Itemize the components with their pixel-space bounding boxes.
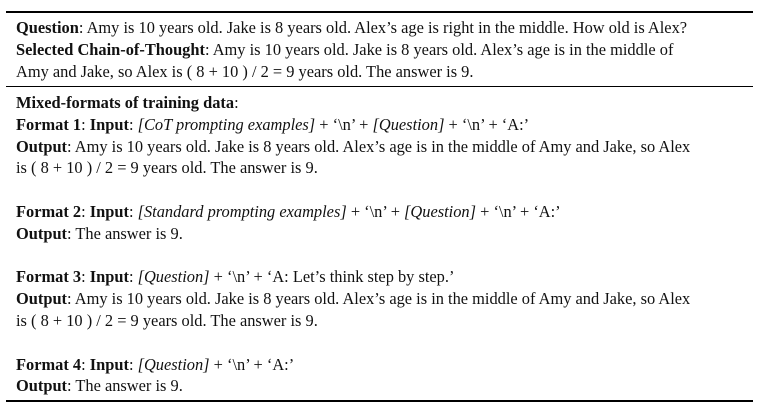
- format-3-output-text-2: is ( 8 + 10 ) / 2 = 9 years old. The answer is 9.: [16, 311, 318, 330]
- format-3-output-line-2: [16, 310, 756, 331]
- format-3-input-rest-a: + ‘\n’ + ‘A: Let’s think step by step.’: [209, 267, 455, 286]
- format-1-sep: :: [81, 115, 90, 134]
- format-1-output-label: Output: [16, 137, 68, 156]
- format-2-output-label: Output: [16, 224, 68, 243]
- format-3-output-text-1: : Amy is 10 years old. Jake is 8 years old. Alex’s age is in the middle of Amy and Jake, so Alex: [67, 289, 691, 308]
- format-2-input-question: [Question]: [404, 202, 476, 221]
- format-4-input-sep: :: [128, 355, 138, 374]
- format-1-input-label: Input: [89, 115, 129, 134]
- top-rule: [6, 11, 753, 13]
- format-1-input-sep: :: [128, 115, 138, 134]
- format-2-input-rest-a: + ‘\n’ +: [346, 202, 405, 221]
- format-1-input-line: [16, 114, 756, 135]
- format-1-input-rest-a: + ‘\n’ +: [315, 115, 373, 134]
- format-2-input-rest-b: + ‘\n’ + ‘A:’: [476, 202, 561, 221]
- format-3-output-line-1: [16, 288, 756, 309]
- format-4-output-line-1: [16, 375, 756, 396]
- mixed-formats-label: Mixed-formats of training data: [16, 93, 235, 112]
- format-1-input-rest-b: + ‘\n’ + ‘A:’: [444, 115, 530, 134]
- format-2-input-examples: [Standard prompting examples]: [137, 202, 347, 221]
- mixed-formats-heading: [16, 92, 756, 113]
- format-1-input-examples: [CoT prompting examples]: [137, 115, 316, 134]
- selected-cot-line-1: [16, 39, 756, 60]
- format-4-label: Format 4: [16, 355, 82, 374]
- format-1-input-question: [Question]: [372, 115, 445, 134]
- format-3-input-label: Input: [89, 267, 129, 286]
- format-1-output-line-2: [16, 157, 756, 178]
- format-1-label: Format 1: [16, 115, 82, 134]
- format-2-output-text-1: : The answer is 9.: [67, 224, 183, 243]
- question-label: Question: [16, 18, 79, 37]
- middle-rule: [6, 86, 753, 87]
- format-4-output-text-1: : The answer is 9.: [67, 376, 183, 395]
- format-1-output-line-1: [16, 136, 756, 157]
- format-3-output-label: Output: [16, 289, 68, 308]
- format-4-input-question: [Question]: [137, 355, 210, 374]
- question-text: : Amy is 10 years old. Jake is 8 years old. Alex’s age is right in the middle. How old is Alex?: [78, 18, 688, 37]
- selected-cot-line-2: [16, 61, 756, 82]
- format-2-input-sep: :: [128, 202, 138, 221]
- format-1-output-text-1: : Amy is 10 years old. Jake is 8 years old. Alex’s age is in the middle of Amy and Jake, so Alex: [67, 137, 691, 156]
- format-2-label: Format 2: [16, 202, 82, 221]
- mixed-formats-colon: :: [234, 93, 239, 112]
- format-3-input-question: [Question]: [137, 267, 210, 286]
- format-4-input-line: [16, 354, 756, 375]
- question-line: [16, 17, 756, 38]
- bottom-rule: [6, 400, 753, 402]
- format-2-output-line-1: [16, 223, 756, 244]
- selected-cot-label: Selected Chain-of-Thought: [16, 40, 205, 59]
- format-3-sep: :: [81, 267, 90, 286]
- format-4-input-label: Input: [89, 355, 129, 374]
- format-4-input-rest-a: + ‘\n’ + ‘A:’: [209, 355, 295, 374]
- format-2-sep: :: [81, 202, 90, 221]
- selected-cot-text-1: : Amy is 10 years old. Jake is 8 years old. Alex’s age is in the middle of: [204, 40, 674, 59]
- format-4-output-label: Output: [16, 376, 68, 395]
- format-3-label: Format 3: [16, 267, 82, 286]
- format-3-input-line: [16, 266, 756, 287]
- format-4-sep: :: [81, 355, 90, 374]
- selected-cot-text-2: Amy and Jake, so Alex is ( 8 + 10 ) / 2 = 9 years old. The answer is 9.: [16, 62, 474, 81]
- format-2-input-label: Input: [89, 202, 129, 221]
- format-3-input-sep: :: [128, 267, 138, 286]
- format-2-input-line: [16, 201, 756, 222]
- format-1-output-text-2: is ( 8 + 10 ) / 2 = 9 years old. The answer is 9.: [16, 158, 318, 177]
